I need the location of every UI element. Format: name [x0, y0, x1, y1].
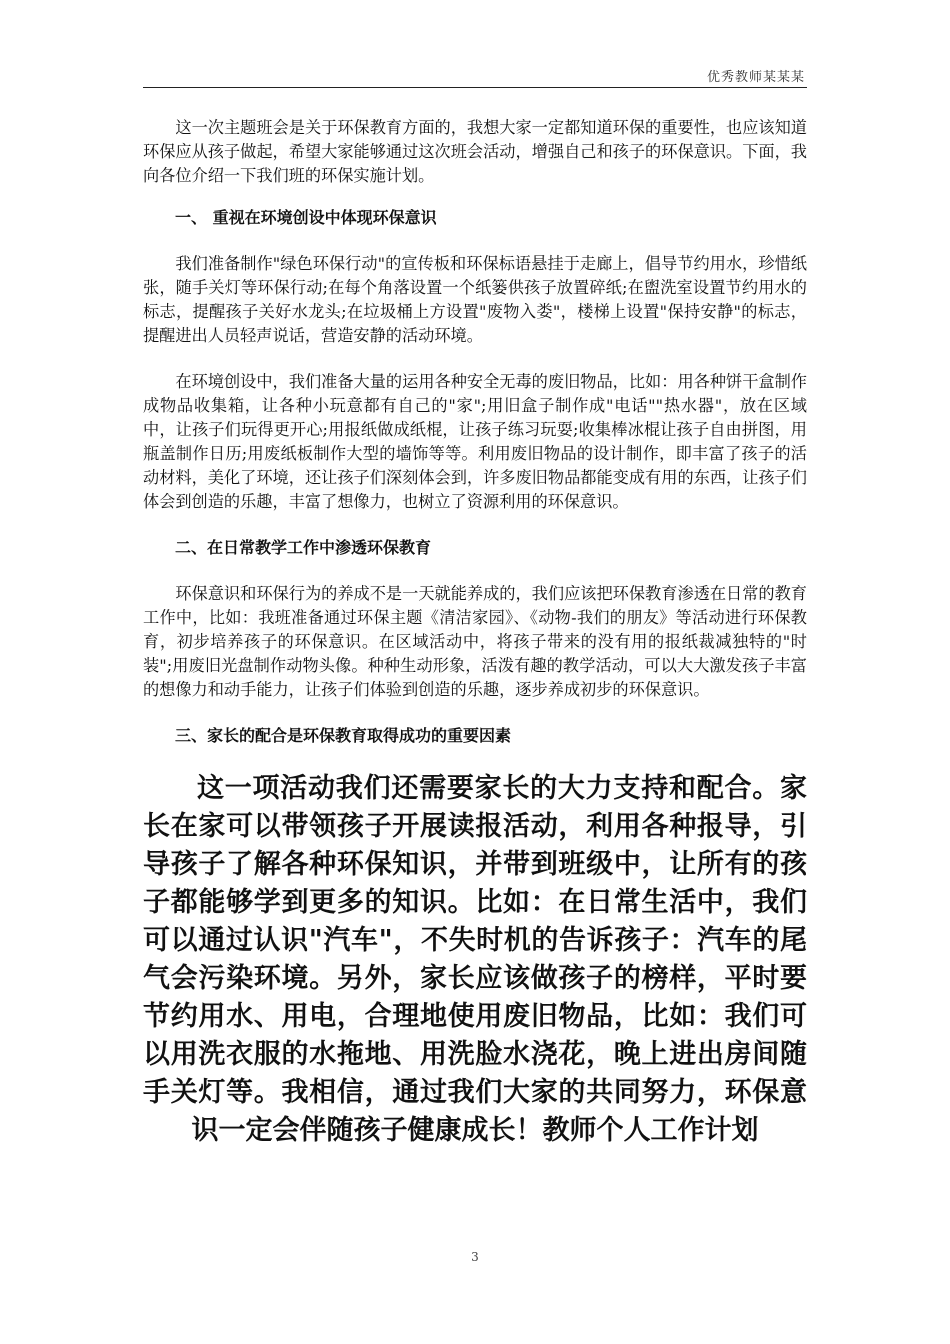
section-1-paragraph-2: 在环境创设中，我们准备大量的运用各种安全无毒的废旧物品，比如：用各种饼干盒制作成物品收集箱，让各种小玩意都有自己的"家";用旧盒子制作成"电话""热水器"，放在区域中，让孩子们玩得更开心;用报纸做成纸棍，让孩子练习玩耍;收集棒冰棍让孩子自由拼图，用瓶盖制作日历;用废纸板制作大型的墙饰等等。利用废旧物品的设计制作，即丰富了孩子的活动材料，美化了环境，还让孩子们深刻体会到，许多废旧物品都能变成有用的东西，让孩子们体会到创造的乐趣，丰富了想像力，也树立了资源利用的环保意识。 [143, 372, 807, 511]
section-2-paragraph-1: 环保意识和环保行为的养成不是一天就能养成的，我们应该把环保教育渗透在日常的教育工作中，比如：我班准备通过环保主题《清洁家园》、《动物-我们的朋友》等活动进行环保教育，初步培养孩子的环保意识。在区域活动中，将孩子带来的没有用的报纸裁减独特的"时装";用废旧光盘制作动物头像。种种生动形象，活泼有趣的教学活动，可以大大激发孩子丰富的想像力和动手能力，让孩子们体验到创造的乐趣，逐步养成初步的环保意识。 [143, 584, 807, 699]
intro-paragraph: 这一次主题班会是关于环保教育方面的，我想大家一定都知道环保的重要性，也应该知道环保应从孩子做起，希望大家能够通过这次班会活动，增强自己和孩子的环保意识。下面，我向各位介绍一下我们班的环保实施计划。 [143, 118, 807, 185]
section-1-paragraph-1: 我们准备制作"绿色环保行动"的宣传板和环保标语悬挂于走廊上，倡导节约用水，珍惜纸张，随手关灯等环保行动;在每个角落设置一个纸篓供孩子放置碎纸;在盥洗室设置节约用水的标志，提醒孩子关好水龙头;在垃圾桶上方设置"废物入娄"，楼梯上设置"保持安静"的标志，提醒进出人员轻声说话，营造安静的活动环境。 [143, 254, 807, 345]
header-divider [143, 87, 807, 88]
section-heading-1: 一、 重视在环境创设中体现环保意识 [175, 208, 437, 227]
section-heading-2: 二、在日常教学工作中渗透环保教育 [175, 538, 432, 557]
document-body [143, 116, 807, 1150]
section-heading-3: 三、家长的配合是环保教育取得成功的重要因素 [175, 726, 512, 745]
closing-paragraph: 这一项活动我们还需要家长的大力支持和配合。家长在家可以带领孩子开展读报活动，利用各种报导，引导孩子了解各种环保知识，并带到班级中，让所有的孩子都能够学到更多的知识。比如：在日常生活中，我们可以通过认识"汽车"，不失时机的告诉孩子：汽车的尾气会污染环境。另外，家长应该做孩子的榜样，平时要节约用水、用电，合理地使用废旧物品，比如：我们可以用洗衣服的水拖地、用洗脸水浇花，晚上进出房间随手关灯等。我相信，通过我们大家的共同努力，环保意识一定会伴随孩子健康成长！教师个人工作计划 [143, 773, 807, 1146]
page-number: 3 [471, 1250, 479, 1264]
page-header: 优秀教师某某某 [706, 70, 805, 85]
